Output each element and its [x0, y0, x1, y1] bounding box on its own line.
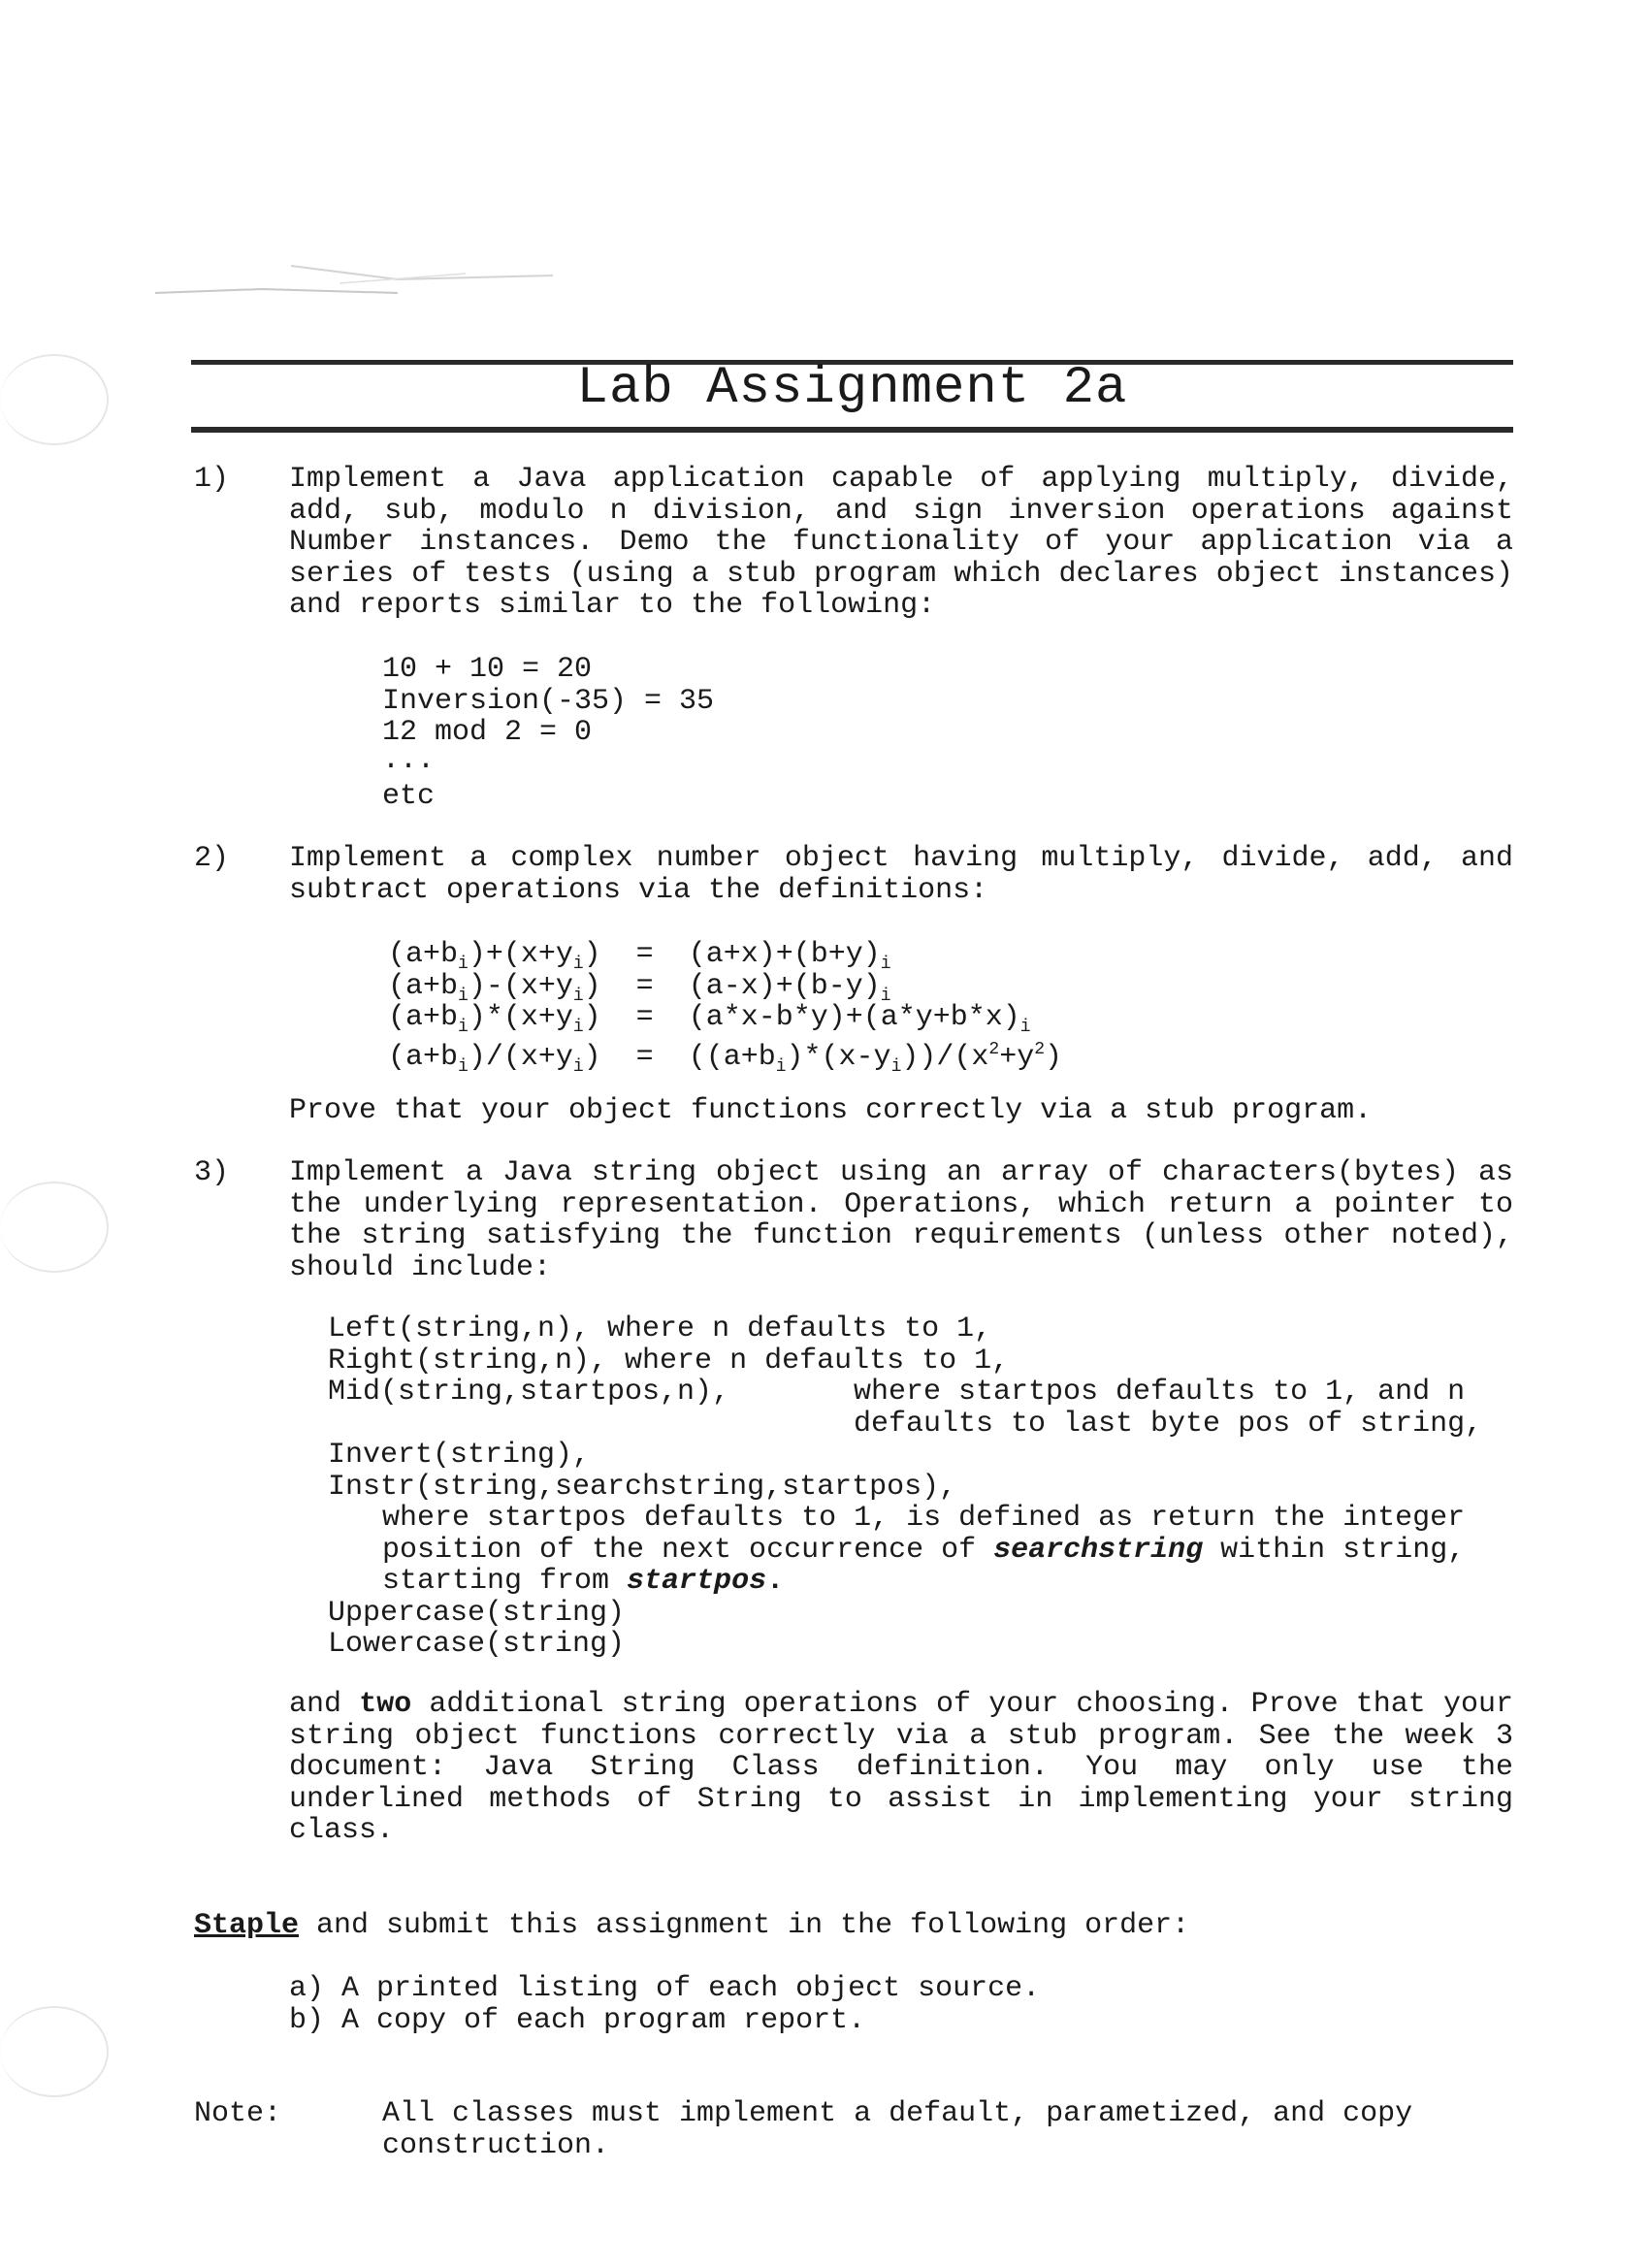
item-number: 1): [194, 463, 230, 496]
punch-hole: [0, 1182, 109, 1273]
formula-subtract: $(a+b_i)-(x+y_i) = (a-x)+(b-y)_i$: [388, 970, 891, 1006]
page-title: Lab Assignment 2a: [576, 359, 1128, 418]
note-text: construction.: [382, 2129, 610, 2162]
op-lowercase: Lowercase(string): [328, 1628, 626, 1661]
item-2-closing: Prove that your object functions correctly via a stub program.: [289, 1094, 1373, 1127]
submit-item-b: b) A copy of each program report.: [289, 2004, 866, 2037]
op-right: Right(string,n), where n defaults to 1,: [328, 1345, 1010, 1377]
formula-divide: $(a+b_i)/(x+y_i) = ((a+b_i)*(x-y_i))/(x^2+y^2)$: [388, 1040, 1063, 1077]
op-instr-desc: where startpos defaults to 1, is defined as return the integer: [382, 1502, 1466, 1535]
formula-add: $(a+b_i)+(x+y_i) = (a+x)+(b+y)_i$: [388, 938, 891, 974]
example-line: ...: [382, 744, 436, 777]
op-invert: Invert(string),: [328, 1439, 591, 1472]
op-mid: Mid(string,startpos,n),: [328, 1376, 730, 1409]
op-mid-desc: defaults to last byte pos of string,: [854, 1408, 1483, 1441]
item-3-text: Implement a Java string object using an array of characters(bytes) as the underlying representation. Operations, which return a pointer to the string satisfying the function requirements (unless other noted), should include:: [289, 1156, 1513, 1284]
submit-instructions: Staple and submit this assignment in the following order:: [194, 1909, 1190, 1942]
title-rule-bottom: [191, 427, 1513, 433]
op-left: Left(string,n), where n defaults to 1,: [328, 1312, 992, 1345]
op-instr-desc: position of the next occurrence of searchstring within string,: [382, 1534, 1466, 1567]
scan-smudge: [146, 254, 669, 312]
example-line: Inversion(-35) = 35: [382, 685, 715, 718]
item-2-text: Implement a complex number object having multiply, divide, add, and subtract operations via the definitions:: [289, 842, 1513, 907]
item-3-closing: and two additional string operations of your choosing. Prove that your string object functions correctly via a stub program. See the week 3 document: Java String Class definition. You may only use the underlined methods of String to assist in implementing your string class.: [289, 1688, 1514, 1848]
op-instr: Instr(string,searchstring,startpos),: [328, 1471, 957, 1504]
op-uppercase: Uppercase(string): [328, 1597, 626, 1630]
op-mid-desc: where startpos defaults to 1, and n: [854, 1376, 1466, 1409]
example-line: etc: [382, 780, 436, 813]
punch-hole: [0, 2006, 109, 2097]
note-text: All classes must implement a default, parametized, and copy: [382, 2097, 1413, 2130]
example-line: 10 + 10 = 20: [382, 653, 593, 686]
item-number: 3): [194, 1156, 230, 1189]
op-instr-desc: starting from startpos.: [382, 1565, 785, 1598]
item-number: 2): [194, 842, 230, 875]
punch-hole: [0, 354, 109, 445]
item-1-text: Implement a Java application capable of applying multiply, divide, add, sub, modulo n division, and sign inversion operations against Number instances. Demo the functionality of your application via a series of tests (using a stub program which declares object instances) and reports similar to the following:: [289, 463, 1513, 623]
submit-item-a: a) A printed listing of each object source.: [289, 1972, 1041, 2005]
note-label: Note:: [194, 2097, 282, 2130]
example-line: 12 mod 2 = 0: [382, 716, 593, 749]
formula-multiply: $(a+b_i)*(x+y_i) = (a*x-b*y)+(a*y+b*x)_i$: [388, 1001, 1031, 1037]
